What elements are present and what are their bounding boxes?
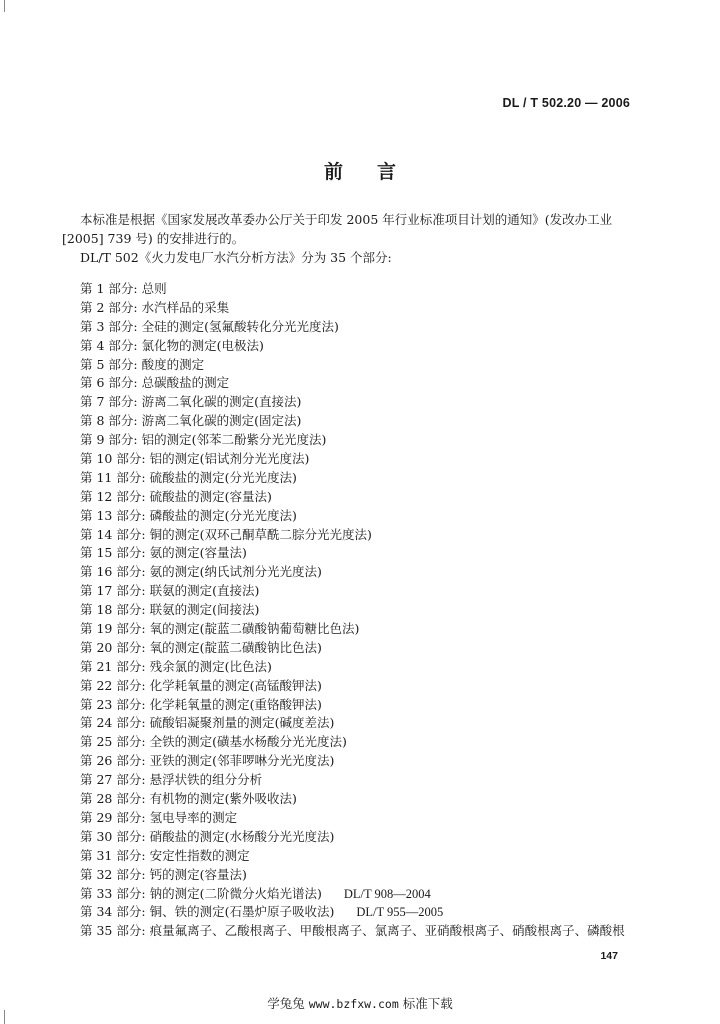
part-number: 第 8 部分:: [80, 413, 138, 429]
part-number: 第 34 部分:: [80, 904, 146, 920]
part-number: 第 30 部分:: [80, 828, 146, 844]
list-item: [80, 677, 640, 696]
list-item: [80, 620, 640, 639]
parts-list: [80, 280, 640, 941]
list-item: [80, 922, 640, 941]
part-number: 第 20 部分:: [80, 639, 146, 655]
part-title: 硝酸盐的测定(水杨酸分光光度法): [149, 828, 335, 844]
part-title: 联氨的测定(直接法): [149, 583, 260, 599]
list-item: [80, 733, 640, 752]
scan-edge-mark: [4, 0, 5, 12]
part-title: 游离二氧化碳的测定(直接法): [141, 394, 302, 410]
part-number: 第 4 部分:: [80, 337, 138, 353]
part-title: 磷酸盐的测定(分光光度法): [149, 507, 297, 523]
part-number: 第 27 部分:: [80, 772, 146, 788]
part-number: 第 7 部分:: [80, 394, 138, 410]
list-item: [80, 809, 640, 828]
part-number: 第 1 部分:: [80, 281, 138, 296]
list-item: [80, 299, 640, 318]
part-title: 硫酸铝凝聚剂量的测定(碱度差法): [149, 715, 335, 731]
list-item: [80, 866, 640, 885]
list-item: [80, 828, 640, 847]
list-item: [80, 469, 640, 488]
part-title: 氧的测定(靛蓝二磺酸钠比色法): [149, 639, 322, 655]
list-item: [80, 431, 640, 450]
part-number: 第 12 部分:: [80, 488, 146, 504]
part-number: 第 26 部分:: [80, 753, 146, 769]
part-number: 第 18 部分:: [80, 602, 146, 618]
part-title: 氧的测定(靛蓝二磺酸钠葡萄糖比色法): [149, 621, 360, 637]
part-standard-ref: DL/T 955—2005: [356, 905, 444, 920]
part-title: 铜的测定(双环己酮草酰二腙分光光度法): [149, 526, 372, 542]
part-number: 第 32 部分:: [80, 866, 146, 882]
part-title: 悬浮状铁的组分分析: [149, 772, 263, 788]
list-item: [80, 356, 640, 375]
list-item: [80, 412, 640, 431]
part-title: 全硅的测定(氢氟酸转化分光光度法): [141, 318, 339, 334]
footer-site: 学兔兔: [267, 996, 305, 1011]
list-item: [80, 563, 640, 582]
part-number: 第 16 部分:: [80, 564, 146, 580]
part-standard-ref: DL/T 908—2004: [343, 886, 431, 901]
intro-paragraph-2: DL/T 502《火力发电厂水汽分析方法》分为 35 个部分:: [80, 250, 392, 265]
part-title: 钙的测定(容量法): [149, 866, 247, 882]
list-item: [80, 488, 640, 507]
list-item: [80, 601, 640, 620]
part-number: 第 29 部分:: [80, 809, 146, 825]
part-number: 第 35 部分:: [80, 923, 146, 939]
part-number: 第 24 部分:: [80, 715, 146, 731]
part-title: 安定性指数的测定: [149, 847, 250, 863]
list-item: [80, 714, 640, 733]
part-number: 第 23 部分:: [80, 696, 146, 712]
list-item: [80, 885, 640, 904]
part-number: 第 25 部分:: [80, 734, 146, 750]
part-title: 氨的测定(容量法): [149, 545, 247, 561]
part-number: 第 33 部分:: [80, 885, 146, 901]
standard-code: DL / T 502.20 — 2006: [502, 96, 630, 110]
list-item: [80, 507, 640, 526]
part-title: 有机物的测定(紫外吸收法): [149, 791, 297, 807]
list-item: [80, 544, 640, 563]
part-number: 第 13 部分:: [80, 507, 146, 523]
part-number: 第 21 部分:: [80, 658, 146, 674]
intro-paragraph-1-line-1: 本标准是根据《国家发展改革委办公厅关于印发 2005 年行业标准项目计划的通知》(发改办工业: [80, 212, 613, 227]
part-number: 第 19 部分:: [80, 621, 146, 637]
list-item: [80, 639, 640, 658]
part-number: 第 31 部分:: [80, 847, 146, 863]
part-number: 第 14 部分:: [80, 526, 146, 542]
page-title: 前言: [323, 161, 430, 183]
list-item: [80, 450, 640, 469]
part-title: 氯化物的测定(电极法): [141, 337, 264, 353]
part-title: 总碳酸盐的测定: [141, 375, 230, 391]
part-title: 酸度的测定: [141, 356, 205, 372]
part-number: 第 11 部分:: [80, 469, 146, 485]
part-number: 第 6 部分:: [80, 375, 138, 391]
part-title: 残余氯的测定(比色法): [149, 658, 272, 674]
part-title: 总则: [141, 281, 167, 296]
footer: [0, 994, 720, 1012]
part-title: 钠的测定(二阶微分火焰光谱法): [149, 885, 322, 901]
footer-url[interactable]: www.bzfxw.com: [308, 997, 399, 1011]
list-item: [80, 526, 640, 545]
list-item: [80, 582, 640, 601]
list-item: [80, 658, 640, 677]
list-item: [80, 771, 640, 790]
list-item: [80, 696, 640, 715]
list-item: [80, 318, 640, 337]
footer-download[interactable]: 标准下载: [402, 996, 453, 1011]
part-title: 硫酸盐的测定(分光光度法): [149, 469, 297, 485]
part-title: 痕量氟离子、乙酸根离子、甲酸根离子、氯离子、亚硝酸根离子、硝酸根离子、磷酸根: [149, 923, 625, 939]
part-title: 硫酸盐的测定(容量法): [149, 488, 272, 504]
part-number: 第 28 部分:: [80, 791, 146, 807]
part-title: 铝的测定(邻苯二酚紫分光光度法): [141, 432, 327, 448]
list-item: [80, 393, 640, 412]
scan-edge-mark: [4, 1010, 5, 1024]
list-item: [80, 337, 640, 356]
part-title: 铝的测定(铝试剂分光光度法): [149, 451, 310, 467]
part-title: 铜、铁的测定(石墨炉原子吸收法): [149, 904, 335, 920]
part-title: 化学耗氧量的测定(重铬酸钾法): [149, 696, 322, 712]
list-item: [80, 752, 640, 771]
part-title: 氢电导率的测定: [149, 809, 238, 825]
part-title: 联氨的测定(间接法): [149, 602, 260, 618]
part-title: 游离二氧化碳的测定(固定法): [141, 413, 302, 429]
part-title: 化学耗氧量的测定(高锰酸钾法): [149, 677, 322, 693]
list-item: [80, 374, 640, 393]
part-number: 第 3 部分:: [80, 318, 138, 334]
part-title: 氨的测定(纳氏试剂分光光度法): [149, 564, 322, 580]
list-item: [80, 280, 640, 299]
part-title: 亚铁的测定(邻菲啰啉分光光度法): [149, 753, 335, 769]
part-number: 第 17 部分:: [80, 583, 146, 599]
intro-text: [62, 210, 640, 267]
part-number: 第 5 部分:: [80, 356, 138, 372]
part-title: 全铁的测定(磺基水杨酸分光光度法): [149, 734, 347, 750]
list-item: [80, 790, 640, 809]
list-item: [80, 847, 640, 866]
part-number: 第 15 部分:: [80, 545, 146, 561]
list-item: [80, 903, 640, 922]
part-number: 第 2 部分:: [80, 299, 138, 315]
part-number: 第 9 部分:: [80, 432, 138, 448]
part-title: 水汽样品的采集: [141, 299, 230, 315]
intro-paragraph-1-line-2: [2005] 739 号) 的安排进行的。: [62, 231, 245, 246]
part-number: 第 22 部分:: [80, 677, 146, 693]
part-number: 第 10 部分:: [80, 451, 146, 467]
page-number: 147: [600, 950, 618, 962]
